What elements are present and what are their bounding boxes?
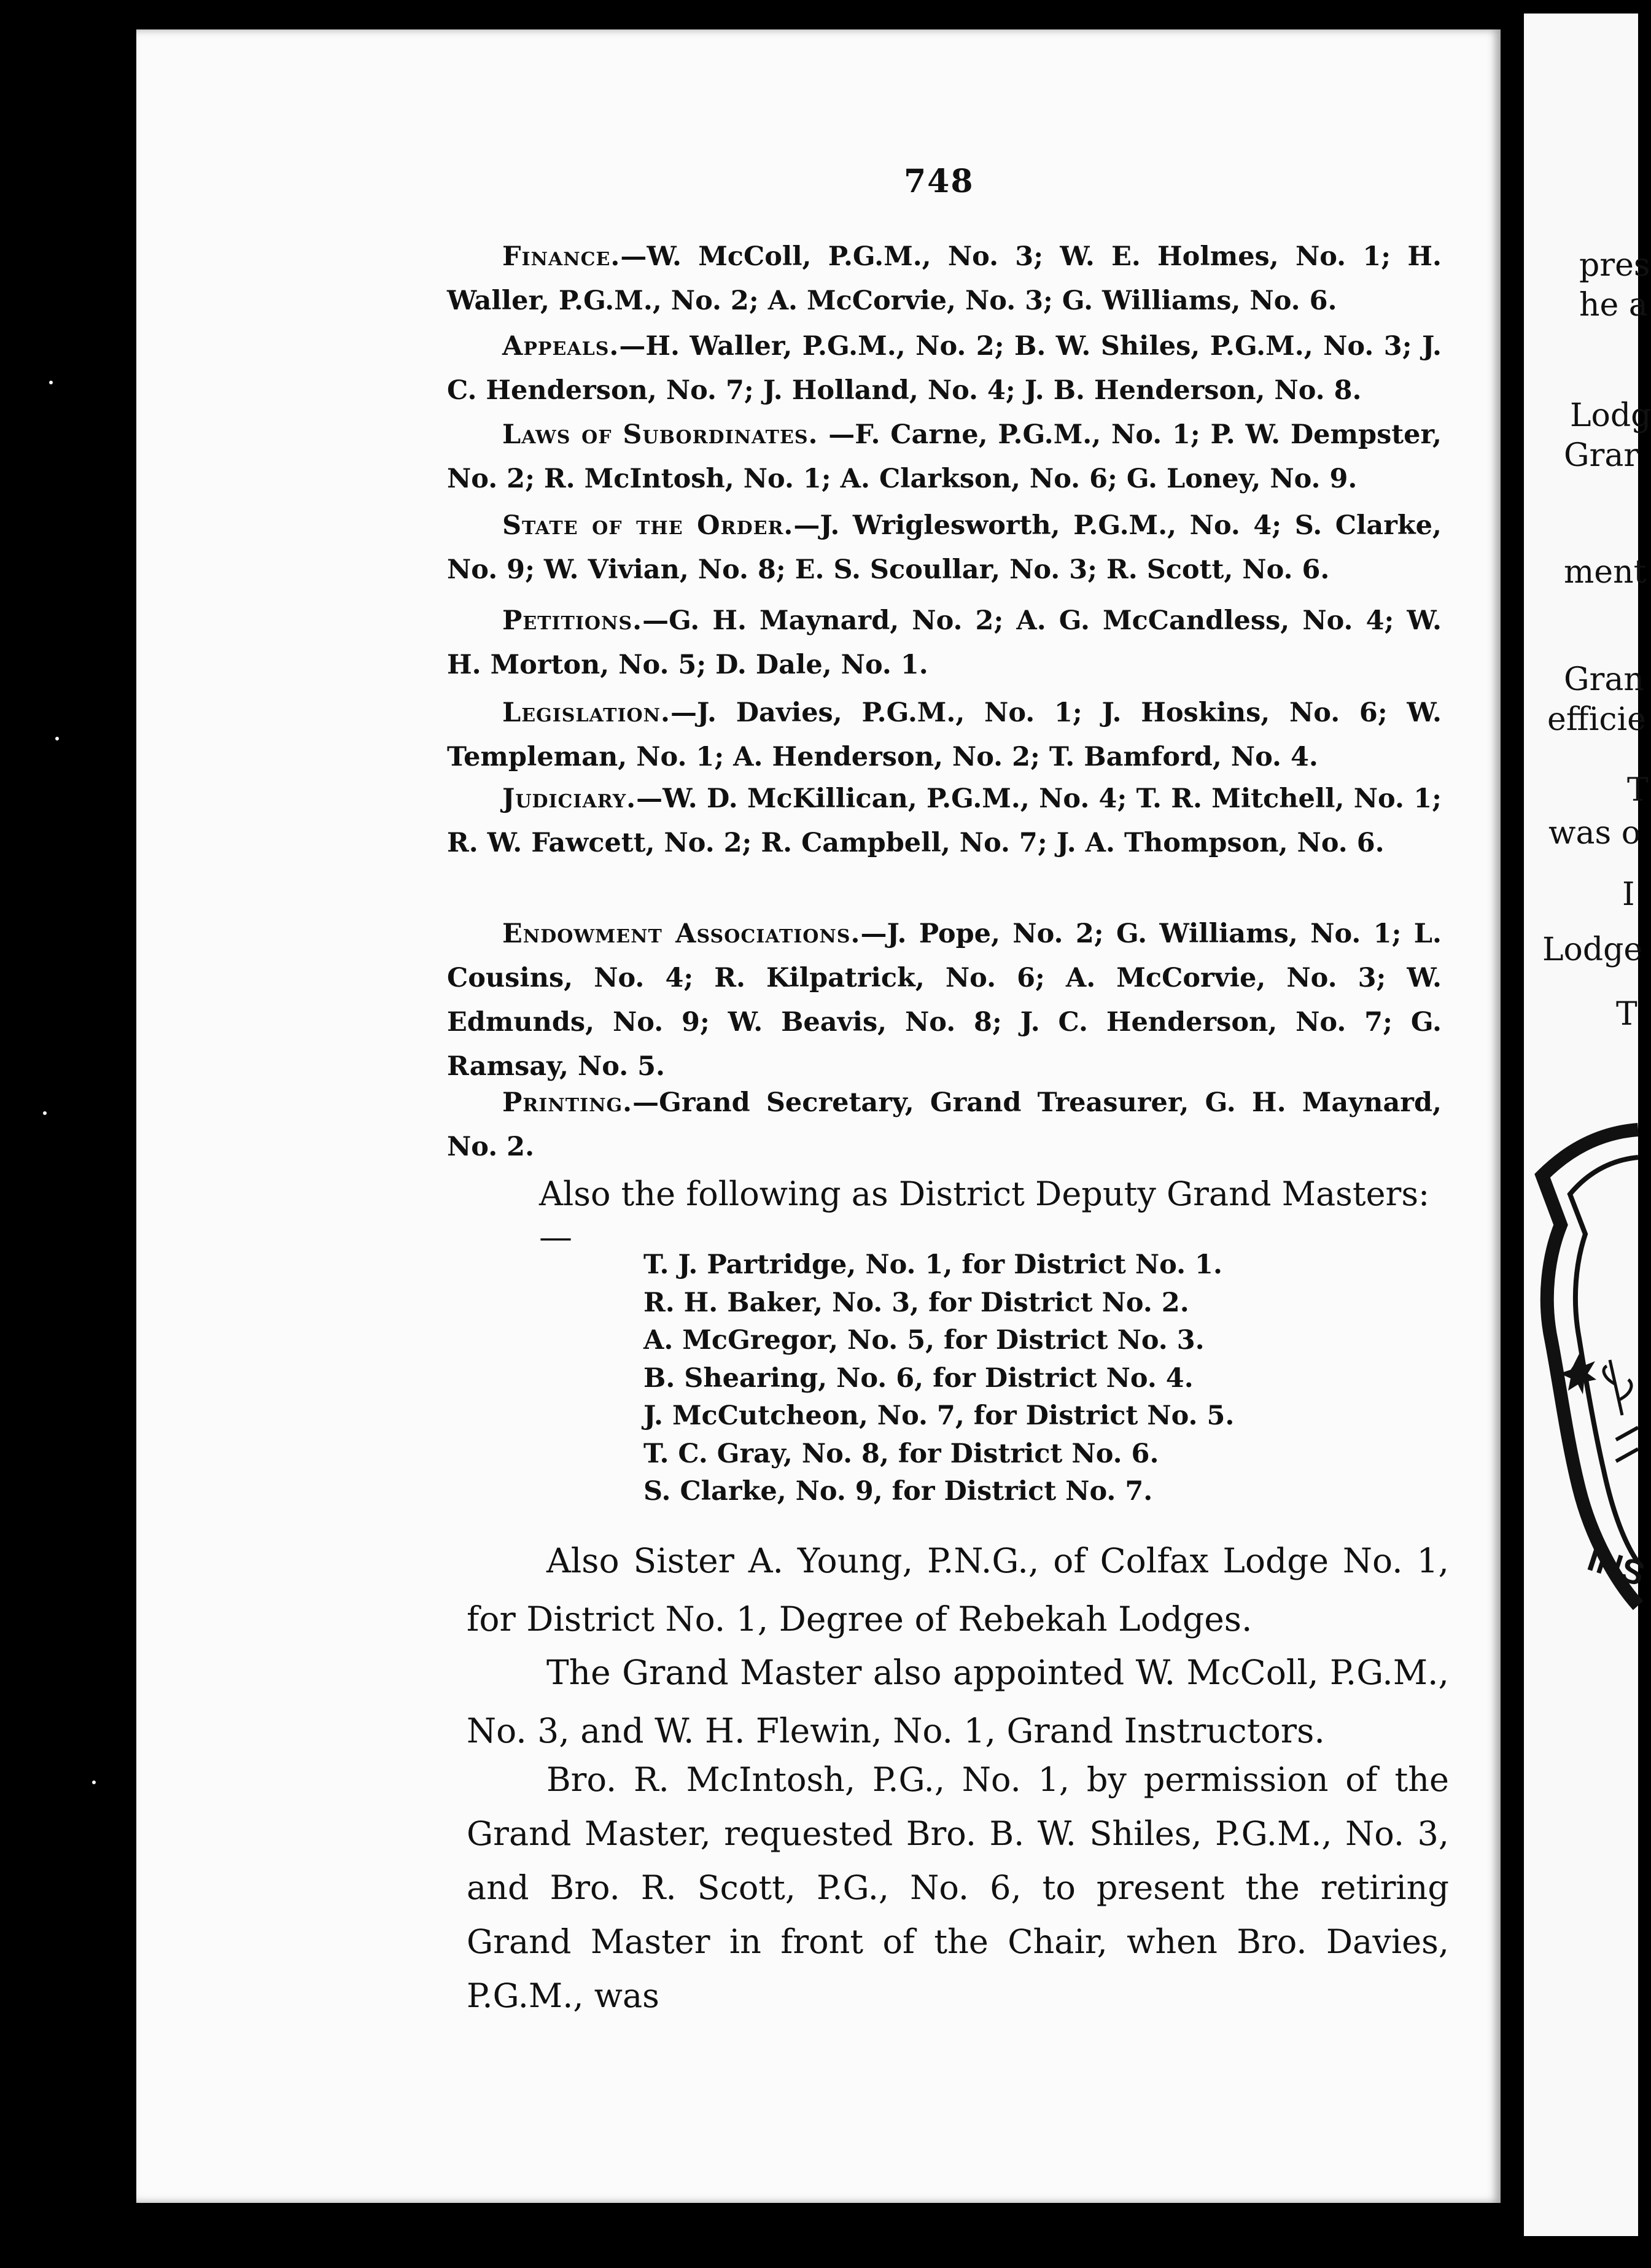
right-fragment: Gran — [1564, 661, 1644, 698]
committee-members: —Grand Secretary, Grand Treasurer, G. H. Maynard, No. 2. — [447, 1087, 1442, 1162]
committee-members: —W. McColl, P.G.M., No. 3; W. E. Holmes, No. 1; H. Waller, P.G.M., No. 2; A. McCorvie, No. 3; G. Williams, No. 6. — [447, 241, 1442, 316]
deputy-item: R. H. Baker, No. 3, for District No. 2. — [643, 1287, 1189, 1318]
committee-title: Petitions. — [502, 605, 643, 636]
right-fragment: was o — [1548, 815, 1641, 852]
wheat-icon — [1604, 1360, 1631, 1415]
committee-members: —J. Davies, P.G.M., No. 1; J. Hoskins, No. 6; W. Templeman, No. 1; A. Henderson, No. 2; T. Bamford, No. 4. — [447, 697, 1442, 772]
deputy-item: B. Shearing, No. 6, for District No. 4. — [643, 1362, 1194, 1394]
deputy-item: J. McCutcheon, No. 7, for District No. 5. — [643, 1400, 1235, 1431]
paragraph-instructors: The Grand Master also appointed W. McColl, P.G.M., No. 3, and W. H. Flewin, No. 1, Grand Instructors. — [467, 1653, 1449, 1750]
edge-speck — [55, 737, 59, 740]
committee-title: Finance. — [502, 241, 621, 272]
deputies-intro: Also the following as District Deputy Grand Masters:— — [539, 1175, 1430, 1256]
right-fragment: pres — [1579, 247, 1650, 284]
right-fragment: Lodge — [1542, 931, 1643, 968]
committee-legislation — [447, 691, 1442, 779]
deputy-item: A. McGregor, No. 5, for District No. 3. — [643, 1325, 1205, 1356]
committee-title: Legislation. — [502, 697, 671, 728]
committee-appeals — [447, 324, 1442, 413]
right-fragment: I — [1622, 876, 1635, 913]
committee-title: State of the Order. — [502, 510, 794, 541]
emblem-text: INS — [1583, 1539, 1650, 1594]
right-fragment: T — [1616, 996, 1637, 1033]
committee-finance — [447, 235, 1442, 323]
edge-speck — [92, 1781, 96, 1784]
committee-members: —H. Waller, P.G.M., No. 2; B. W. Shiles, P.G.M., No. 3; J. C. Henderson, No. 7; J. Holland, No. 4; J. B. Henderson, No. 8. — [447, 331, 1442, 406]
paragraph-rebekah: Also Sister A. Young, P.N.G., of Colfax Lodge No. 1, for District No. 1, Degree of Rebekah Lodges. — [467, 1541, 1449, 1639]
committee-title: Endowment Associations. — [502, 918, 861, 949]
committee-members: —J. Wriglesworth, P.G.M., No. 4; S. Clarke, No. 9; W. Vivian, No. 8; E. S. Scoullar, No. 3; R. Scott, No. 6. — [447, 510, 1442, 585]
committee-members: —J. Pope, No. 2; G. Williams, No. 1; L. Cousins, No. 4; R. Kilpatrick, No. 6; A. McCorvie, No. 3; W. Edmunds, No. 9; W. Beavis, No. 8; J. C. Henderson, No. 7; G. Ramsay, No. 5. — [447, 918, 1442, 1082]
committee-title: Laws of Subordinates. — [502, 419, 818, 450]
edge-speck — [49, 381, 53, 384]
right-fragment: Grar — [1564, 437, 1639, 474]
committee-members: —G. H. Maynard, No. 2; A. G. McCandless, No. 4; W. H. Morton, No. 5; D. Dale, No. 1. — [447, 605, 1442, 680]
right-fragment: he a — [1579, 287, 1648, 324]
right-fragment: ment — [1564, 554, 1647, 591]
deputies-list — [643, 1246, 1319, 1511]
right-fragment: Lodg — [1570, 397, 1651, 434]
committee-state-of-the-order — [447, 503, 1442, 592]
right-fragment: T — [1627, 772, 1649, 809]
deputy-item: S. Clarke, No. 9, for District No. 7. — [643, 1476, 1153, 1507]
paragraph-retiring-master: Bro. R. McIntosh, P.G., No. 1, by permission of the Grand Master, requested Bro. B. W. Shiles, P.G.M., No. 3, and Bro. R. Scott, P.G., No. 6, to present the retiring Grand Master in front of the Chair, when Bro. Davies, P.G.M., was — [467, 1760, 1449, 2015]
committee-printing — [447, 1081, 1442, 1169]
committee-title: Judiciary. — [502, 783, 637, 814]
committee-endowment-associations — [447, 912, 1442, 1089]
page-number: 748 — [904, 163, 974, 200]
committee-title: Printing. — [502, 1087, 633, 1118]
committee-members: —F. Carne, P.G.M., No. 1; P. W. Dempster, No. 2; R. McIntosh, No. 1; A. Clarkson, No. 6; G. Loney, No. 9. — [447, 419, 1442, 494]
committee-judiciary — [447, 777, 1442, 865]
committee-petitions — [447, 599, 1442, 687]
shield-emblem-icon — [1524, 1096, 1650, 1747]
deputy-item: T. C. Gray, No. 8, for District No. 6. — [643, 1438, 1159, 1469]
deputy-item: T. J. Partridge, No. 1, for District No. 1. — [643, 1249, 1222, 1280]
right-fragment: efficie — [1547, 701, 1646, 738]
committee-title: Appeals. — [502, 331, 620, 362]
committee-members: —W. D. McKillican, P.G.M., No. 4; T. R. Mitchell, No. 1; R. W. Fawcett, No. 2; R. Campbell, No. 7; J. A. Thompson, No. 6. — [447, 783, 1442, 858]
committee-laws-of-subordinates — [447, 413, 1442, 501]
edge-speck — [43, 1111, 47, 1115]
